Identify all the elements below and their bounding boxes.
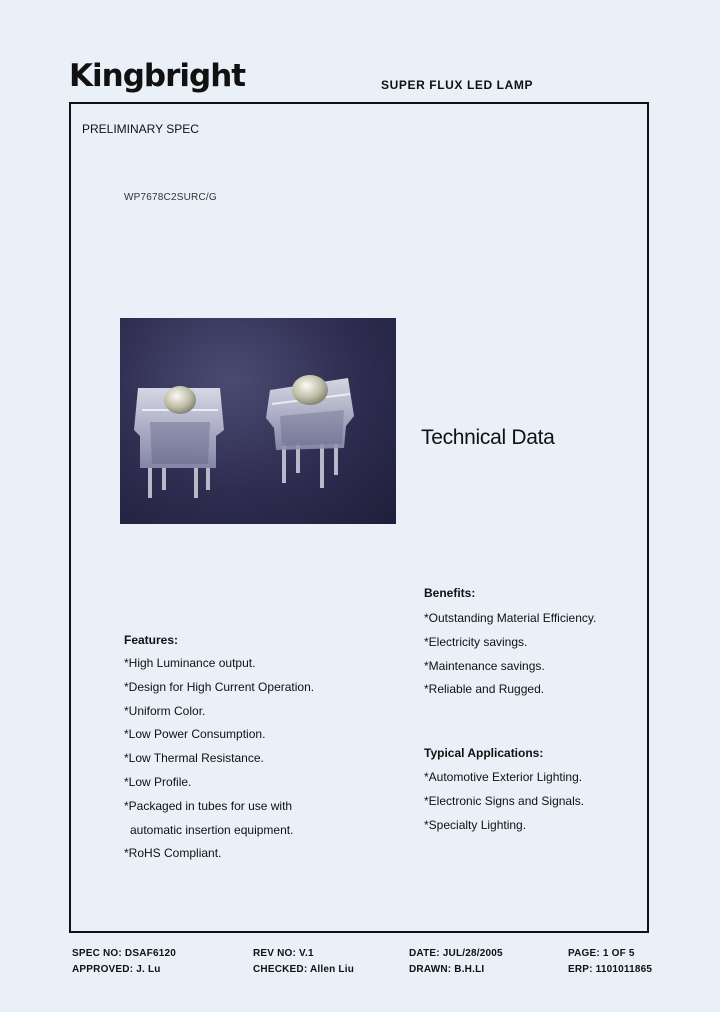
list-item: *Electricity savings. [424,634,528,649]
technical-data-heading: Technical Data [421,426,555,449]
list-item: *Automotive Exterior Lighting. [424,770,583,784]
led-lamp-illustration [120,318,396,524]
drawn-by: DRAWN: B.H.LI [409,964,485,975]
list-item: *Low Thermal Resistance. [124,751,264,766]
checked-by: CHECKED: Allen Liu [253,964,355,975]
features-heading: Features: [124,633,179,647]
list-item: *Low Power Consumption. [124,727,266,742]
list-item: *Low Profile. [124,774,192,789]
erp-number: ERP: 1101011865 [568,964,653,975]
list-item: *Uniform Color. [124,703,206,718]
spec-number: SPEC NO: DSAF6120 [72,948,176,959]
date: DATE: JUL/28/2005 [409,948,503,959]
led-left [134,386,224,498]
page-number: PAGE: 1 OF 5 [568,948,635,959]
part-number: WP7678C2SURC/G [124,192,217,203]
applications-heading: Typical Applications: [424,746,544,760]
list-item: *Packaged in tubes for use with [124,798,293,813]
list-item: *RoHS Compliant. [124,846,222,861]
list-item: automatic insertion equipment. [130,822,294,837]
list-item: *Design for High Current Operation. [124,679,315,694]
preliminary-spec-label: PRELIMINARY SPEC [82,122,199,136]
list-item: *Specialty Lighting. [424,817,527,832]
list-item: *Outstanding Material Efficiency. [424,611,597,625]
approved-by: APPROVED: J. Lu [72,964,161,975]
list-item: *Maintenance savings. [424,658,545,673]
benefits-heading: Benefits: [424,586,476,600]
led-right [266,375,354,488]
list-item: *Reliable and Rugged. [424,682,545,697]
list-item: *High Luminance output. [124,656,256,670]
product-photo [120,318,396,524]
document-title: SUPER FLUX LED LAMP [381,78,534,92]
benefits-list [424,611,596,706]
revision-number: REV NO: V.1 [253,948,314,959]
applications-list [424,770,584,841]
list-item: *Electronic Signs and Signals. [424,793,585,808]
kingbright-logo: Kingbright [69,58,246,94]
features-list [124,656,314,870]
